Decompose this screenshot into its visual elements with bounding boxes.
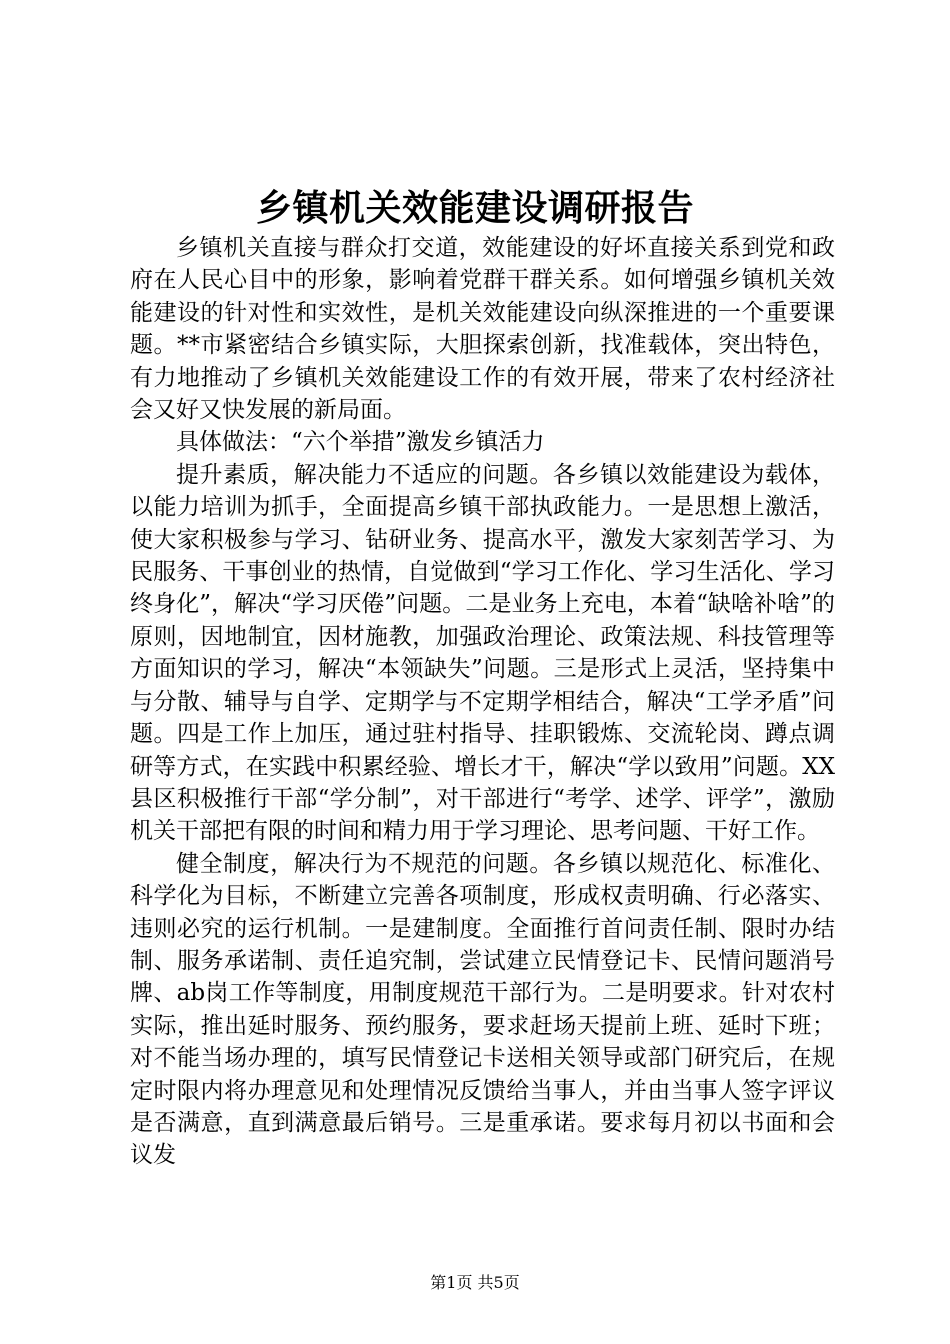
paragraph-heading-measures: 具体做法：“六个举措”激发乡镇活力 <box>176 429 545 456</box>
paragraph-improve-system: 健全制度，解决行为不规范的问题。各乡镇以规范化、标准化、科学化为目标，不断建立完善各项制度，形成权责明确、行必落实、违则必究的运行机制。一是建制度。全面推行首问责任制、限时办结制、服务承诺制、责任追究制，尝试建立民情登记卡、民情问题消号牌、ab岗工作等制度，用制度规范干部行为。二是明要求。针对农村实际，推出延时服务、预约服务，要求赶场天提前上班、延时下班；对不能当场办理的，填写民情登记卡送相关领导或部门研究后，在规定时限内将办理意见和处理情况反馈给当事人，并由当事人签字评议是否满意，直到满意最后销号。三是重承诺。要求每月初以书面和会议发 <box>130 850 835 1169</box>
document-title: 乡镇机关效能建设调研报告 <box>255 187 694 229</box>
paragraph-intro: 乡镇机关直接与群众打交道，效能建设的好坏直接关系到党和政府在人民心目中的形象，影响着党群干群关系。如何增强乡镇机关效能建设的针对性和实效性，是机关效能建设向纵深推进的一个重要课题。**市紧密结合乡镇实际，大胆探索创新，找准载体，突出特色，有力地推动了乡镇机关效能建设工作的有效开展，带来了农村经济社会又好又快发展的新局面。 <box>130 235 835 424</box>
document-body <box>130 232 835 1172</box>
paragraph-improve-quality: 提升素质，解决能力不适应的问题。各乡镇以效能建设为载体，以能力培训为抓手，全面提高乡镇干部执政能力。一是思想上激活，使大家积极参与学习、钻研业务、提高水平，激发大家刻苦学习、为民服务、干事创业的热情，自觉做到“学习工作化、学习生活化、学习终身化”，解决“学习厌倦”问题。二是业务上充电，本着“缺啥补啥”的原则，因地制宜，因材施教，加强政治理论、政策法规、科技管理等方面知识的学习，解决“本领缺失”问题。三是形式上灵活，坚持集中与分散、辅导与自学、定期学与不定期学相结合，解决“工学矛盾”问题。四是工作上加压，通过驻村指导、挂职锻炼、交流轮岗、蹲点调研等方式，在实践中积累经验、增长才干，解决“学以致用”问题。XX县区积极推行干部“学分制”，对干部进行“考学、述学、评学”，激励机关干部把有限的时间和精力用于学习理论、思考问题、干好工作。 <box>130 461 835 845</box>
page-footer: 第1页 共5页 <box>430 1273 520 1292</box>
